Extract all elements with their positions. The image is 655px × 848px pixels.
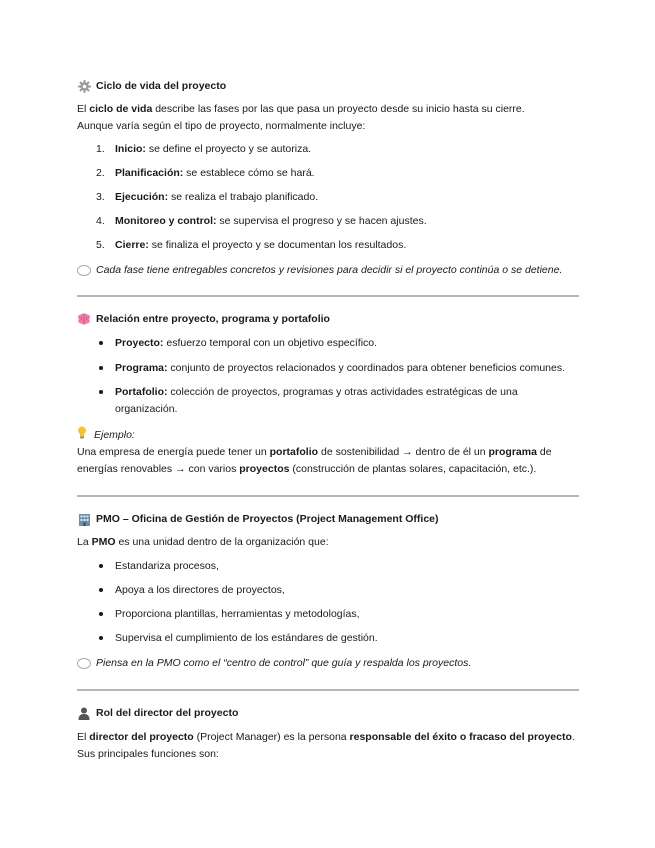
- example-text: Una empresa de energía puede tener un portafolio de sostenibilidad → dentro de él un programa de energías renovables → con varios proyectos (construcción de plantas solares, capacitación, etc.).: [77, 446, 552, 475]
- person-icon: [77, 706, 91, 720]
- brain-icon: [77, 312, 91, 326]
- section-divider: [77, 689, 579, 691]
- lifecycle-intro-2: Aunque varía según el tipo de proyecto, normalmente incluye:: [77, 119, 366, 132]
- section-title: PMO – Oficina de Gestión de Proyectos (Project Management Office): [96, 513, 439, 525]
- section-title: Rol del director del proyecto: [96, 707, 239, 719]
- office-building-icon: [77, 512, 91, 526]
- lifecycle-intro: El ciclo de vida describe las fases por las que pasa un proyecto desde su inicio hasta su cierre.: [77, 103, 525, 115]
- list-item: 1. Inicio: se define el proyecto y se autoriza.: [96, 143, 312, 155]
- list-item: Estandariza procesos,: [77, 558, 579, 575]
- section-title: Ciclo de vida del proyecto: [96, 80, 227, 92]
- document-page: [77, 78, 579, 762]
- list-item: Programa: conjunto de proyectos relacionados y coordinados para obtener beneficios comunes.: [77, 360, 579, 377]
- gear-icon: [77, 79, 91, 93]
- list-item: Proyecto: esfuerzo temporal con un objetivo específico.: [77, 335, 579, 352]
- section-divider: [77, 495, 579, 497]
- section-title: Relación entre proyecto, programa y portafolio: [96, 313, 330, 325]
- lifecycle-phase-list: [77, 141, 579, 253]
- list-item: 4. Monitoreo y control: se supervisa el progreso y se hacen ajustes.: [96, 215, 427, 227]
- pm-role-text-2: Sus principales funciones son:: [77, 747, 219, 760]
- section-heading-lifecycle: [77, 78, 579, 94]
- section-heading-pmo: [77, 511, 579, 527]
- pmo-note: Piensa en la PMO como el “centro de control” que guía y respalda los proyectos.: [77, 655, 579, 671]
- pm-role-text: El director del proyecto (Project Manager) es la persona responsable del éxito o fracaso del proyecto.: [77, 731, 575, 743]
- example-label: Ejemplo:: [77, 426, 579, 444]
- section-heading-relation: [77, 311, 579, 327]
- list-item: 3. Ejecución: se realiza el trabajo planificado.: [96, 191, 319, 203]
- lightbulb-icon: [77, 426, 89, 444]
- list-item: Proporciona plantillas, herramientas y metodologías,: [77, 606, 579, 623]
- pmo-list: [77, 558, 579, 647]
- list-item: Supervisa el cumplimiento de los estándares de gestión.: [77, 630, 579, 647]
- pmo-intro: La PMO es una unidad dentro de la organización que:: [77, 536, 329, 548]
- lifecycle-note: Cada fase tiene entregables concretos y revisiones para decidir si el proyecto continúa o se detiene.: [77, 262, 579, 278]
- list-item: Portafolio: colección de proyectos, programas y otras actividades estratégicas de una organización.: [77, 384, 579, 417]
- list-item: 2. Planificación: se establece cómo se hará.: [96, 167, 315, 179]
- relation-list: [77, 335, 579, 417]
- speech-bubble-icon: [77, 658, 91, 669]
- speech-bubble-icon: [77, 265, 91, 276]
- list-item: 5. Cierre: se finaliza el proyecto y se documentan los resultados.: [96, 239, 407, 251]
- list-item: Apoya a los directores de proyectos,: [77, 582, 579, 599]
- section-divider: [77, 295, 579, 297]
- section-heading-pm-role: [77, 705, 579, 721]
